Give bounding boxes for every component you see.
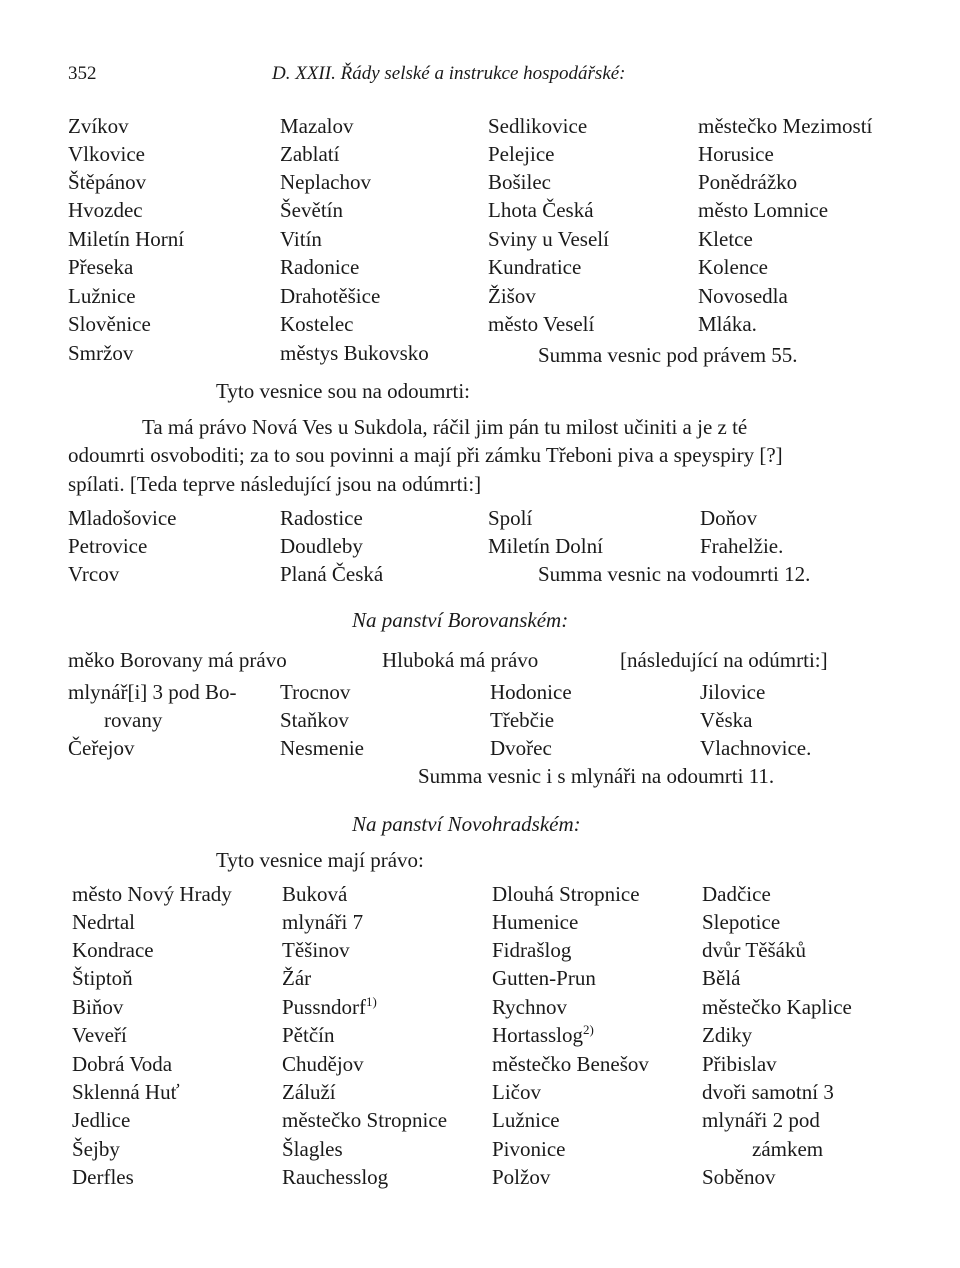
village-name: Dadčice xyxy=(702,882,771,906)
section-intro: Tyto vesnice mají právo: xyxy=(216,848,424,872)
village-name: Biňov xyxy=(72,995,124,1019)
village-name: Dvořec xyxy=(490,736,552,760)
village-name: Dobrá Voda xyxy=(72,1052,173,1076)
village-name: Štěpánov xyxy=(68,170,147,194)
village-name: Gutten-Prun xyxy=(492,966,596,990)
village-name: Planá Česká xyxy=(280,562,384,586)
village-name: Mladošovice xyxy=(68,506,177,530)
village-name: dvůr Těšáků xyxy=(702,938,807,962)
village-name: Buková xyxy=(282,882,348,906)
village-name: městečko Mezimostí xyxy=(698,114,873,138)
village-name: město Nový Hrady xyxy=(72,882,232,906)
footnote-mark: 1) xyxy=(366,994,377,1009)
running-title: D. XXII. Řády selské a instrukce hospodářské: xyxy=(272,63,626,84)
village-name: Jedlice xyxy=(72,1108,131,1132)
village-name: Šejby xyxy=(72,1137,120,1161)
village-name: Nesmenie xyxy=(280,736,364,760)
village-name: Pivonice xyxy=(492,1137,566,1161)
village-name: Přibislav xyxy=(702,1052,777,1076)
village-name: Spolí xyxy=(488,506,533,530)
village-name: Fidrašlog xyxy=(492,938,572,962)
village-name: Drahotěšice xyxy=(280,284,381,308)
village-name: Záluží xyxy=(282,1080,336,1104)
section-heading: Na panství Novohradském: xyxy=(352,812,581,836)
village-name: Doňov xyxy=(700,506,758,530)
village-name: zámkem xyxy=(752,1137,824,1161)
village-name: Bošilec xyxy=(488,170,551,194)
village-name: Polžov xyxy=(492,1165,551,1189)
village-name: Bělá xyxy=(702,966,741,990)
village-name: Kostelec xyxy=(280,312,354,336)
village-name: městečko Benešov xyxy=(492,1052,649,1076)
village-name: rovany xyxy=(104,708,163,732)
village-name: Frahelžie. xyxy=(700,534,784,558)
village-name: Čeřejov xyxy=(68,736,135,760)
village-name: Lužnice xyxy=(68,284,136,308)
village-name: mlynáři 7 xyxy=(282,910,364,934)
page-number: 352 xyxy=(68,63,97,84)
village-name: Ličov xyxy=(492,1080,541,1104)
village-name: Ponědrážko xyxy=(698,170,798,194)
village-name: Soběnov xyxy=(702,1165,776,1189)
village-name: Staňkov xyxy=(280,708,349,732)
summa-line: Summa vesnic pod právem 55. xyxy=(538,343,798,367)
paragraph-line: spílati. [Teda teprve následující jsou na odúmrti:] xyxy=(68,472,482,496)
village-name: Zvíkov xyxy=(68,114,129,138)
village-name: Lužnice xyxy=(492,1108,560,1132)
village-name: Kundratice xyxy=(488,255,582,279)
village-name: Kletce xyxy=(698,227,753,251)
text-line: Hluboká má právo xyxy=(382,648,539,672)
village-name: Těšinov xyxy=(282,938,350,962)
village-name: mlynáři 2 pod xyxy=(702,1108,820,1132)
village-name: Vlkovice xyxy=(68,142,145,166)
village-name: Vlachnovice. xyxy=(700,736,812,760)
village-name: Sklenná Huť xyxy=(72,1080,180,1104)
village-name: dvoři samotní 3 xyxy=(702,1080,834,1104)
village-name: Hortasslog xyxy=(492,1023,583,1047)
village-name: Štiptoň xyxy=(72,966,133,990)
village-name: Zablatí xyxy=(280,142,340,166)
village-name: Miletín Horní xyxy=(68,227,185,251)
village-name: Dlouhá Stropnice xyxy=(492,882,640,906)
paragraph-line: odoumrti osvoboditi; za to sou povinni a mají při zámku Třeboni piva a speyspiry [?] xyxy=(68,443,783,467)
village-name: mlynář[i] 3 pod Bo- xyxy=(68,680,237,704)
village-name: Hvozdec xyxy=(68,198,143,222)
village-name: Sviny u Veselí xyxy=(488,227,609,251)
village-name: Vitín xyxy=(280,227,322,251)
village-name: městečko Stropnice xyxy=(282,1108,448,1132)
village-name: Ševětín xyxy=(280,198,343,222)
village-name: Miletín Dolní xyxy=(488,534,603,558)
section-heading: Na panství Borovanském: xyxy=(352,608,569,632)
village-name: Pussndorf xyxy=(282,995,367,1019)
village-name: Rychnov xyxy=(492,995,567,1019)
village-name: Doudleby xyxy=(280,534,363,558)
village-name: Humenice xyxy=(492,910,579,934)
village-name: Žár xyxy=(282,966,312,990)
paragraph-line: Ta má právo Nová Ves u Sukdola, ráčil jim pán tu milost učiniti a je z té xyxy=(142,415,748,439)
village-name: Mazalov xyxy=(280,114,354,138)
village-name: Kondrace xyxy=(72,938,154,962)
summa-line: Summa vesnic i s mlynáři na odoumrti 11. xyxy=(418,764,775,788)
village-name: Kolence xyxy=(698,255,768,279)
village-name: Derfles xyxy=(72,1165,134,1189)
village-name: Radonice xyxy=(280,255,360,279)
village-name: Pětčín xyxy=(282,1023,335,1047)
village-name: Třebčie xyxy=(490,708,555,732)
section-intro: Tyto vesnice sou na odoumrti: xyxy=(216,379,470,403)
village-name: Rauchesslog xyxy=(282,1165,389,1189)
village-name: Zdiky xyxy=(702,1023,753,1047)
village-name: Vrcov xyxy=(68,562,120,586)
village-name: Slepotice xyxy=(702,910,781,934)
village-name: Chudějov xyxy=(282,1052,364,1076)
village-name: Trocnov xyxy=(280,680,351,704)
village-name: městys Bukovsko xyxy=(280,341,429,365)
village-name: Věska xyxy=(700,708,753,732)
village-name: Mláka. xyxy=(698,312,757,336)
village-name: Novosedla xyxy=(698,284,788,308)
village-name: Šlagles xyxy=(282,1137,343,1161)
village-name: Hodonice xyxy=(490,680,572,704)
village-name: Radostice xyxy=(280,506,363,530)
village-name: Petrovice xyxy=(68,534,148,558)
village-name: Horusice xyxy=(698,142,774,166)
text-line: [následující na odúmrti:] xyxy=(620,648,828,672)
village-name: město Lomnice xyxy=(698,198,829,222)
village-name: Neplachov xyxy=(280,170,371,194)
footnote-mark: 2) xyxy=(583,1022,594,1037)
village-name: Přeseka xyxy=(68,255,134,279)
village-name: Žišov xyxy=(488,284,536,308)
village-name: město Veselí xyxy=(488,312,595,336)
village-name: Veveří xyxy=(72,1023,127,1047)
summa-line: Summa vesnic na vodoumrti 12. xyxy=(538,562,811,586)
village-name: Jilovice xyxy=(700,680,766,704)
village-name: Slověnice xyxy=(68,312,151,336)
village-name: Nedrtal xyxy=(72,910,135,934)
village-name: Pelejice xyxy=(488,142,555,166)
village-name-with-footnote xyxy=(282,994,377,1019)
village-name: Lhota Česká xyxy=(488,198,594,222)
village-name: Smržov xyxy=(68,341,134,365)
village-name: městečko Kaplice xyxy=(702,995,852,1019)
village-name-with-footnote xyxy=(492,1022,594,1047)
village-name: Sedlikovice xyxy=(488,114,588,138)
text-line: měko Borovany má právo xyxy=(68,648,287,672)
